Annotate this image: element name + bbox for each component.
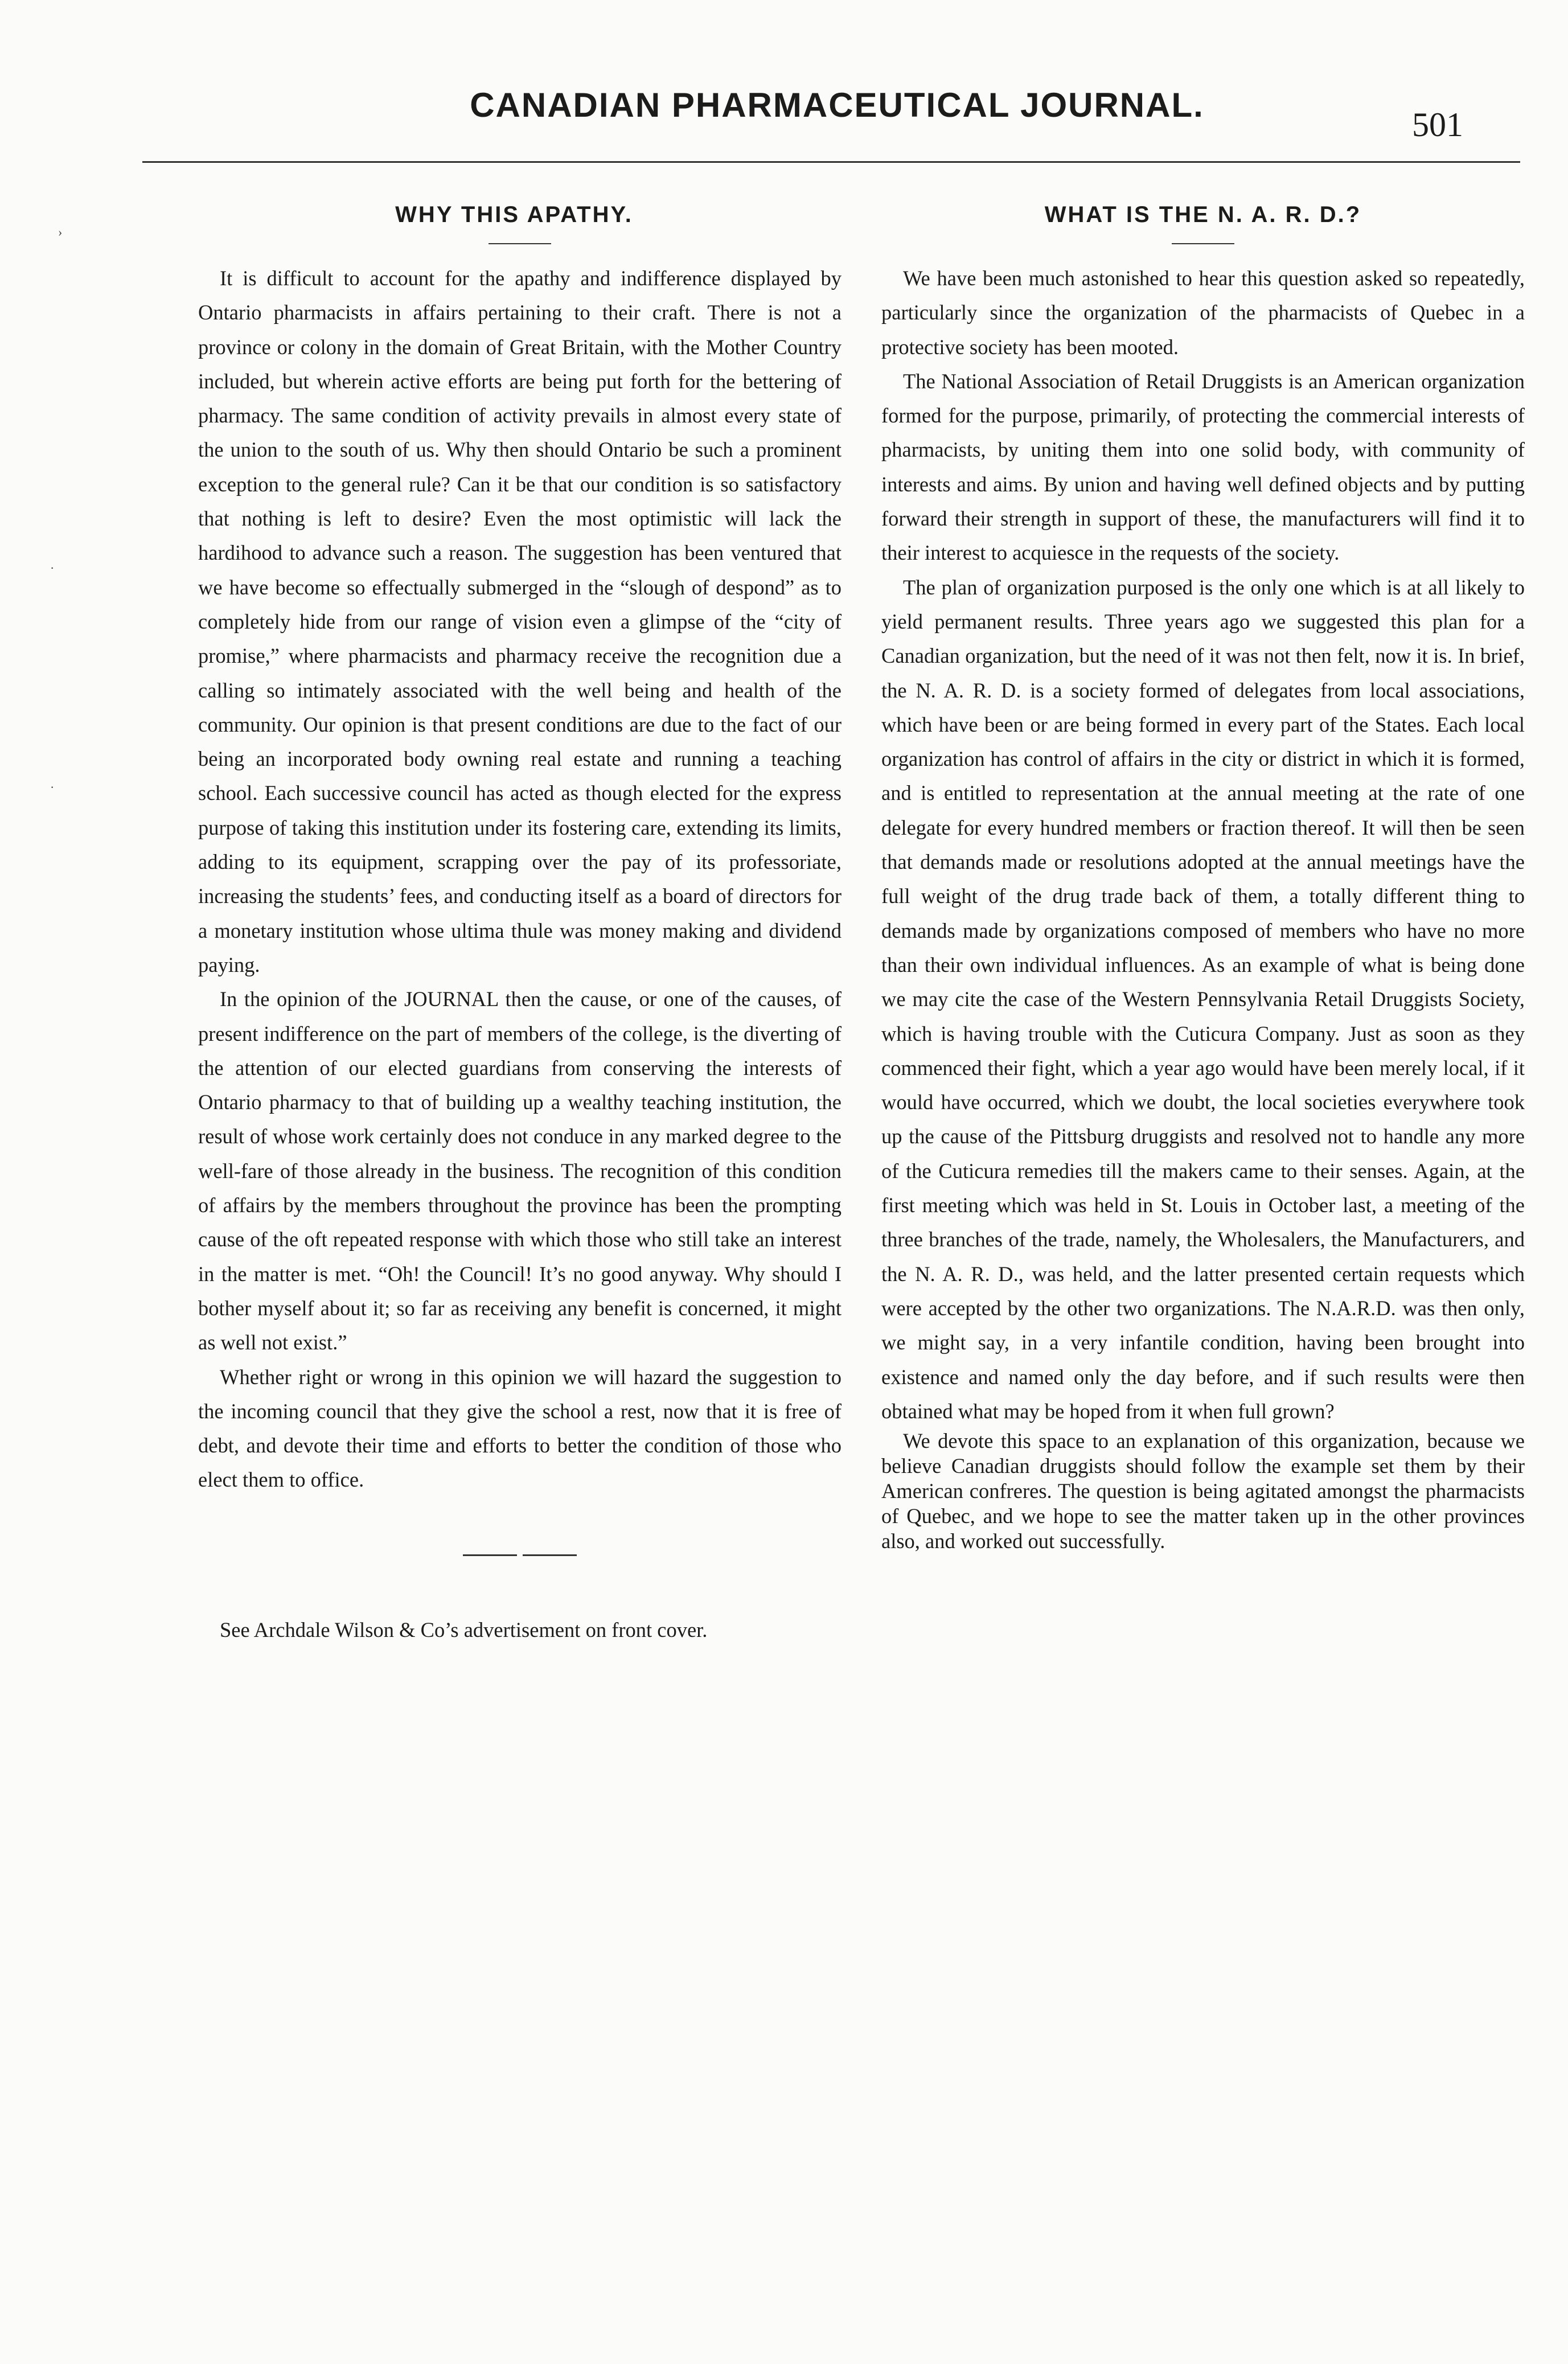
margin-mark: ·	[50, 780, 55, 794]
advertisement-note: See Archdale Wilson & Co’s advertisement on front cover.	[220, 1618, 708, 1641]
margin-mark: ·	[50, 561, 55, 575]
article-paragraph: We have been much astonished to hear this question asked so repeatedly, particularly since the organization of the pharmacists of Quebec in a protective society has been mooted.	[881, 266, 1525, 359]
margin-mark: ›	[58, 225, 63, 239]
right-column	[881, 202, 1525, 1554]
article-paragraph: It is difficult to account for the apathy and indifference displayed by Ontario pharmacists in affairs pertaining to their craft. There is not a province or colony in the domain of Great Britain, with the Mother Country included, but wherein active efforts are being put forth for the bettering of pharmacy. The same condition of activity prevails in almost every state of the union to the south of us. Why then should Ontario be such a prominent exception to the general rule? Can it be that our condition is so satisfactory that nothing is left to desire? Even the most optimistic will lack the hardihood to advance such a reason. The suggestion has been ventured that we have become so effectually submerged in the “slough of despond” as to completely hide from our range of vision even a glimpse of the “city of promise,” where pharmacists and pharmacy receive the recognition due a calling so intimately associated with the well being and health of the community. Our opinion is that present conditions are due to the fact of our being an incorporated body owning real estate and running a teaching school. Each successive council has acted as though elected for the express purpose of taking this institution under its fostering care, extending its limits, adding to its equipment, scrapping over the pay of its professoriate, increasing the students’ fees, and conducting itself as a board of directors for a monetary institution whose ultima thule was money making and dividend paying.	[198, 266, 842, 976]
page-number: 501	[1412, 106, 1463, 143]
article-paragraph: The plan of organization purposed is the only one which is at all likely to yield permanent results. Three years ago we suggested this plan for a Canadian organization, but the need of it was not then felt, now it is. In brief, the N. A. R. D. is a society formed of delegates from local associations, which have been or are being formed in every part of the States. Each local organization has control of affairs in the city or district in which it is formed, and is entitled to representation at the annual meeting at the rate of one delegate for every hundred members or fraction thereof. It will then be seen that demands made or resolutions adopted at the annual meetings have the full weight of the drug trade back of them, a totally different thing to demands made by organizations composed of members who have no more than their own individual influences. As an example of what is being done we may cite the case of the Western Pennsylvania Retail Druggists Society, which is having trouble with the Cuticura Company. Just as soon as they commenced their fight, which a year ago would have been merely local, if it would have occurred, which we doubt, the local societies everywhere took up the cause of the Pittsburg druggists and resolved not to handle any more of the Cuticura remedies till the makers came to their senses. Again, at the first meeting which was held in St. Louis in October last, a meeting of the three branches of the trade, namely, the Wholesalers, the Manufacturers, and the N. A. R. D., was held, and the latter presented certain requests which were accepted by the other two organizations. The N.A.R.D. was then only, we might say, in a very infantile condition, having been brought into existence and named only the day before, and if such results were then obtained what may be hoped from it when full grown?	[881, 575, 1525, 1423]
title-rule	[1172, 243, 1234, 244]
title-rule	[489, 243, 551, 244]
article-title-what-is-nard: WHAT IS THE N. A. R. D.?	[1044, 202, 1362, 227]
journal-title: CANADIAN PHARMACEUTICAL JOURNAL.	[470, 86, 1204, 124]
header-rule	[142, 161, 1520, 163]
article-paragraph: In the opinion of the JOURNAL then the cause, or one of the causes, of present indifference on the part of members of the college, is the diverting of the attention of our elected guardians from conserving the interests of Ontario pharmacy to that of building up a wealthy teaching institution, the result of whose work certainly does not conduce in any marked degree to the well-fare of those already in the business. The recognition of this condition of affairs by the members throughout the province has been the prompting cause of the oft repeated response with which those who still take an interest in the matter is met. “Oh! the Council! It’s no good anyway. Why should I bother myself about it; so far as receiving any benefit is concerned, it might as well not exist.”	[198, 987, 842, 1355]
article-paragraph: Whether right or wrong in this opinion we will hazard the suggestion to the incoming council that they give the school a rest, now that it is free of debt, and devote their time and efforts to better the condition of those who elect them to office.	[198, 1365, 842, 1492]
article-paragraph: We devote this space to an explanation of this organization, because we believe Canadian druggists should follow the example set them by their American confreres. The question is being agitated amongst the pharmacists of Quebec, and we hope to see the matter taken up in the other provinces also, and worked out successfully.	[881, 1429, 1525, 1553]
article-paragraph: The National Association of Retail Druggists is an American organization formed for the purpose, primarily, of protecting the commercial interests of pharmacists, by uniting them into one solid body, with community of interests and aims. By union and having well defined objects and by putting forward their strength in support of these, the manufacturers will find it to their interest to acquiesce in the requests of the society.	[881, 369, 1525, 565]
left-column	[198, 202, 842, 1647]
article-title-why-this-apathy: WHY THIS APATHY.	[395, 202, 633, 227]
section-divider	[463, 1554, 577, 1556]
